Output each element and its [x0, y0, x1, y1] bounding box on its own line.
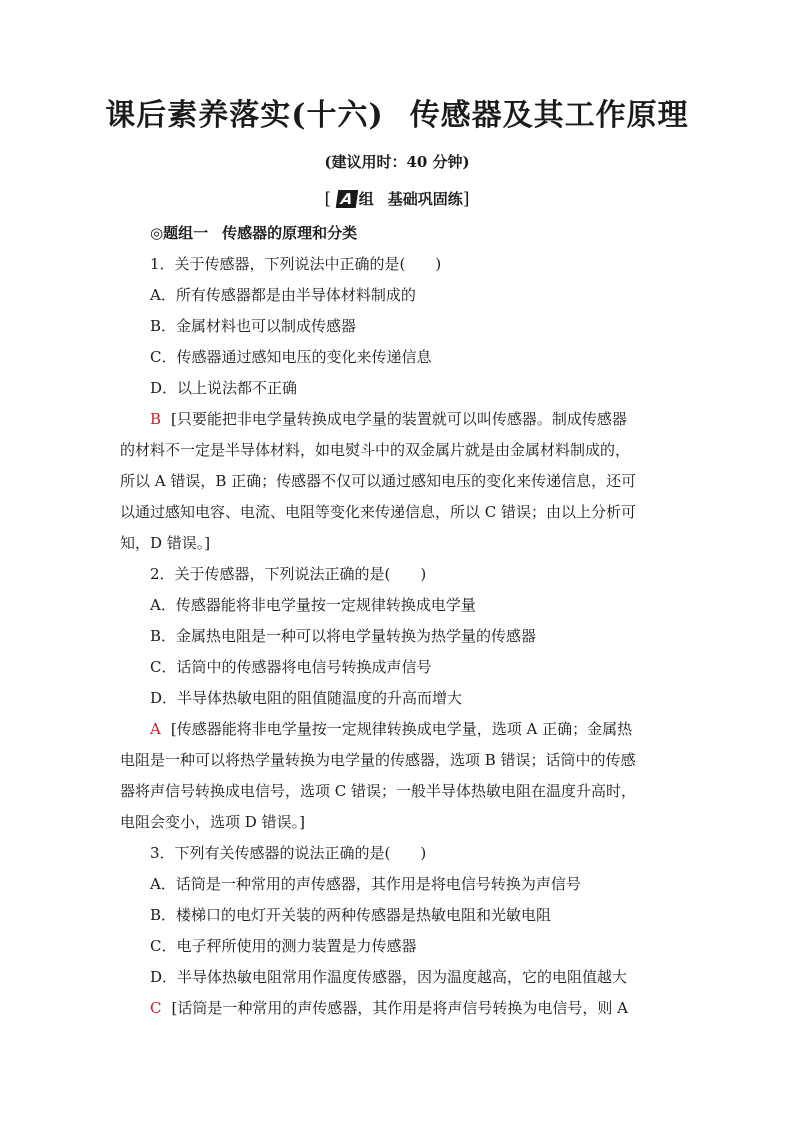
group-label-2: 基础巩固练 — [387, 190, 463, 208]
q1-explanation-line-4: 以通过感知电容、电流、电阻等变化来传递信息，所以 C 错误；由以上分析可 — [120, 503, 637, 521]
document-body — [120, 218, 676, 1024]
q1-stem: 1．关于传感器，下列说法中正确的是( ) — [150, 255, 442, 273]
topic-marker: ◎题组一 — [150, 224, 209, 242]
close-bracket: ] — [462, 189, 470, 209]
q1-explanation-line-5: 知，D 错误。] — [120, 534, 211, 552]
q3-answer: C — [150, 999, 162, 1017]
q2-stem: 2．关于传感器，下列说法正确的是( ) — [150, 565, 427, 583]
q3-explanation-line-1: C [话筒是一种常用的声传感器，其作用是将声信号转换为电信号，则 A — [150, 999, 628, 1017]
q2-option-c: C．话筒中的传感器将电信号转换成声信号 — [150, 658, 432, 676]
page-title — [0, 94, 794, 138]
q1-option-a: A．所有传感器都是由半导体材料制成的 — [150, 286, 416, 304]
q1-option-b: B．金属材料也可以制成传感器 — [150, 317, 357, 335]
topic-heading — [120, 218, 676, 249]
q3-option-d: D．半导体热敏电阻常用作温度传感器，因为温度越高，它的电阻值越大 — [150, 968, 628, 986]
q2-answer: A — [150, 720, 161, 738]
q3-stem: 3．下列有关传感器的说法正确的是( ) — [150, 844, 427, 862]
q1-explanation-line-2: 的材料不一定是半导体材料，如电熨斗中的双金属片就是由金属材料制成的， — [120, 441, 631, 459]
q2-explanation-line-2: 电阻是一种可以将热学量转换为电学量的传感器，选项 B 错误；话筒中的传感 — [120, 751, 636, 769]
q1-answer: B — [150, 410, 162, 428]
q2-option-d: D．半导体热敏电阻的阻值随温度的升高而增大 — [150, 689, 463, 707]
group-badge: A — [336, 190, 358, 208]
q1-explanation-line-1: B [只要能把非电学量转换成电学量的装置就可以叫传感器。制成传感器 — [150, 410, 627, 428]
suggested-time: (建议用时：40 分钟) — [324, 153, 470, 171]
q3-option-c: C．电子秤所使用的测力装置是力传感器 — [150, 937, 417, 955]
title-part-2: 传感器及其工作原理 — [409, 98, 689, 133]
q1-explanation-line-3: 所以 A 错误，B 正确；传感器不仅可以通过感知电压的变化来传递信息，还可 — [120, 472, 637, 490]
title-part-1: 课后素养落实(十六) — [105, 98, 384, 133]
group-header — [0, 186, 794, 212]
q1-option-d: D．以上说法都不正确 — [150, 379, 298, 397]
q2-option-a: A．传感器能将非电学量按一定规律转换成电学量 — [150, 596, 476, 614]
q2-explanation-line-1: A [传感器能将非电学量按一定规律转换成电学量，选项 A 正确；金属热 — [150, 720, 633, 738]
topic-label: 传感器的原理和分类 — [222, 224, 358, 242]
q2-explanation-line-4: 电阻会变小，选项 D 错误。] — [120, 813, 305, 831]
group-label-1: 组 — [358, 190, 374, 208]
q3-option-b: B．楼梯口的电灯开关装的两种传感器是热敏电阻和光敏电阻 — [150, 906, 552, 924]
q2-explanation-line-3: 器将声信号转换成电信号，选项 C 错误；一般半导体热敏电阻在温度升高时， — [120, 782, 637, 800]
open-bracket: [ — [324, 189, 332, 209]
q3-option-a: A．话筒是一种常用的声传感器，其作用是将电信号转换为声信号 — [150, 875, 581, 893]
q2-option-b: B．金属热电阻是一种可以将电学量转换为热学量的传感器 — [150, 627, 537, 645]
q1-option-c: C．传感器通过感知电压的变化来传递信息 — [150, 348, 432, 366]
